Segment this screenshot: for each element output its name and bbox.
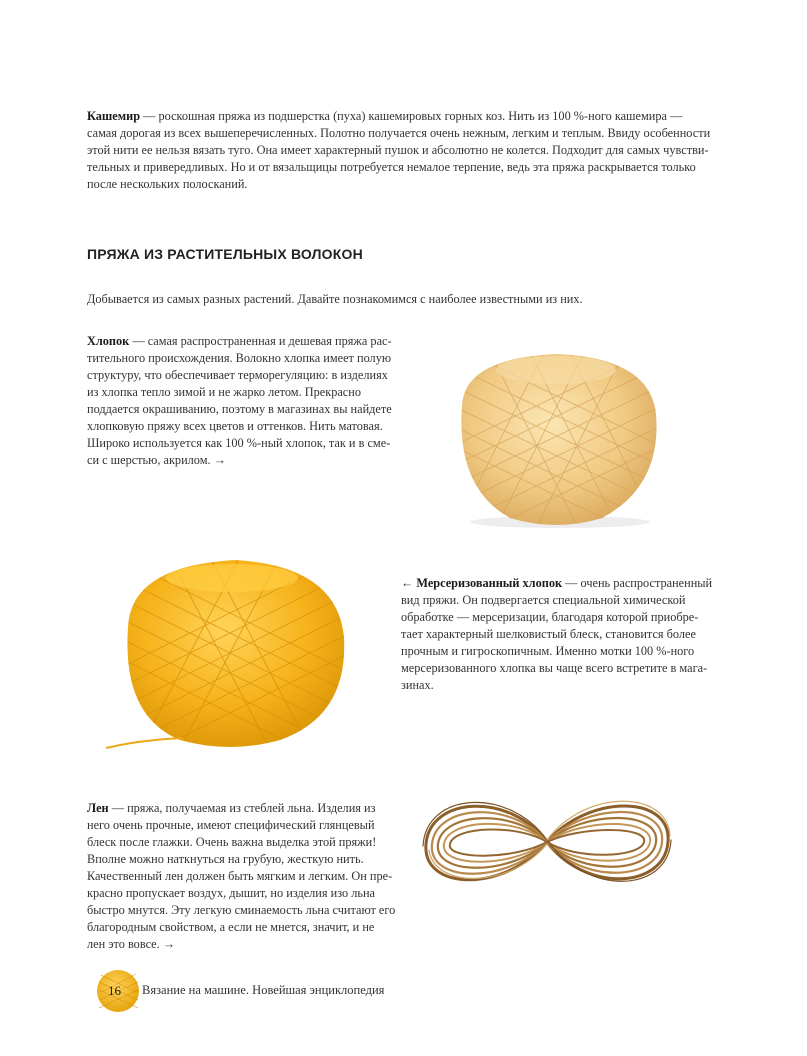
cotton-line: си с шерстью, акрилом. → [87, 453, 226, 467]
linen-term: Лен [87, 801, 109, 815]
kashmir-line: самая дорогая из всех вышеперечисленных. Полотно получается очень нежным, легким и теплым. Ввиду особенности [87, 126, 711, 140]
kashmir-term: Кашемир [87, 109, 141, 123]
cotton-line: Широко используется как 100 %-ный хлопок, так и в сме- [87, 436, 391, 450]
cotton-line: поддается окрашиванию, поэтому в магазинах вы найдете [87, 402, 392, 416]
cotton-yarn-ball-image [452, 336, 664, 532]
cotton-line: хлопковую пряжу всех цветов и оттенков. Нить матовая. [87, 419, 383, 433]
kashmir-line: — роскошная пряжа из подшерстка (пуха) кашемировых горных коз. Нить из 100 %-ного кашемира — [140, 109, 683, 123]
section-title: ПРЯЖА ИЗ РАСТИТЕЛЬНЫХ ВОЛОКОН [87, 246, 363, 262]
linen-line: быстро мнутся. Эту легкую сминаемость льна считают его [87, 903, 396, 917]
linen-line: Качественный лен должен быть мягким и легким. Он пре- [87, 869, 393, 883]
cotton-line: структуру, что обеспечивает терморегуляцию: в изделиях [87, 368, 388, 382]
linen-line: него очень прочные, имеют специфический глянцевый [87, 818, 375, 832]
linen-line: лен это вовсе. → [87, 937, 176, 951]
section-intro: Добывается из самых разных растений. Давайте познакомимся с наиболее известными из них. [87, 292, 583, 306]
mercerized-line: вид пряжи. Он подвергается специальной химической [401, 593, 686, 607]
cotton-term: Хлопок [87, 334, 130, 348]
kashmir-line: этой нити ее нельзя вязать туго. Она имеет характерный пушок и абсолютно не колется. Подходит для самых чувстви- [87, 143, 709, 157]
mercerized-yarn-ball-image [100, 548, 350, 758]
linen-line: — пряжа, получаемая из стеблей льна. Изделия из [108, 801, 376, 815]
mercerized-line: мерсеризованного хлопка вы чаще всего встретите в магa- [401, 661, 708, 675]
mercerized-term: Мерсеризованный хлопок [416, 576, 563, 590]
linen-line: Вполне можно наткнуться на грубую, жесткую нить. [87, 852, 364, 866]
mercerized-line: обработке — мерсеризации, благодаря которой приобре- [401, 610, 699, 624]
linen-skein-image [420, 784, 674, 902]
cotton-paragraph [87, 333, 407, 469]
left-arrow-icon: ← [401, 576, 417, 590]
linen-line: благородным свойством, а если не мнется, значит, и не [87, 920, 375, 934]
kashmir-paragraph [87, 108, 727, 193]
kashmir-line: после нескольких полосканий. [87, 177, 248, 191]
cotton-line: — самая распространенная и дешевая пряжа рас- [129, 334, 392, 348]
mercerized-paragraph [401, 575, 731, 694]
page-footer [96, 968, 416, 1014]
linen-line: красно пропускает воздух, дышит, но изделия изо льна [87, 886, 375, 900]
mercerized-line: зинах. [401, 678, 434, 692]
book-title: Вязание на машине. Новейшая энциклопедия [142, 983, 385, 997]
kashmir-line: тельных и привередливых. Но и от вязальщицы потребуется немалое терпение, ведь эта пряжа раскрывается только [87, 160, 696, 174]
mercerized-line: прочным и гигроскопичным. Именно мотки 100 %-ного [401, 644, 695, 658]
linen-paragraph [87, 800, 407, 953]
mercerized-line: тает характерный шелковистый блеск, становится более [401, 627, 696, 641]
mercerized-line: — очень распространенный [562, 576, 713, 590]
page-number: 16 [108, 983, 121, 998]
cotton-line: из хлопка тепло зимой и не жарко летом. Прекрасно [87, 385, 361, 399]
cotton-line: тительного происхождения. Волокно хлопка имеет полую [87, 351, 392, 365]
linen-line: блеск после глажки. Очень важна выделка этой пряжи! [87, 835, 377, 849]
